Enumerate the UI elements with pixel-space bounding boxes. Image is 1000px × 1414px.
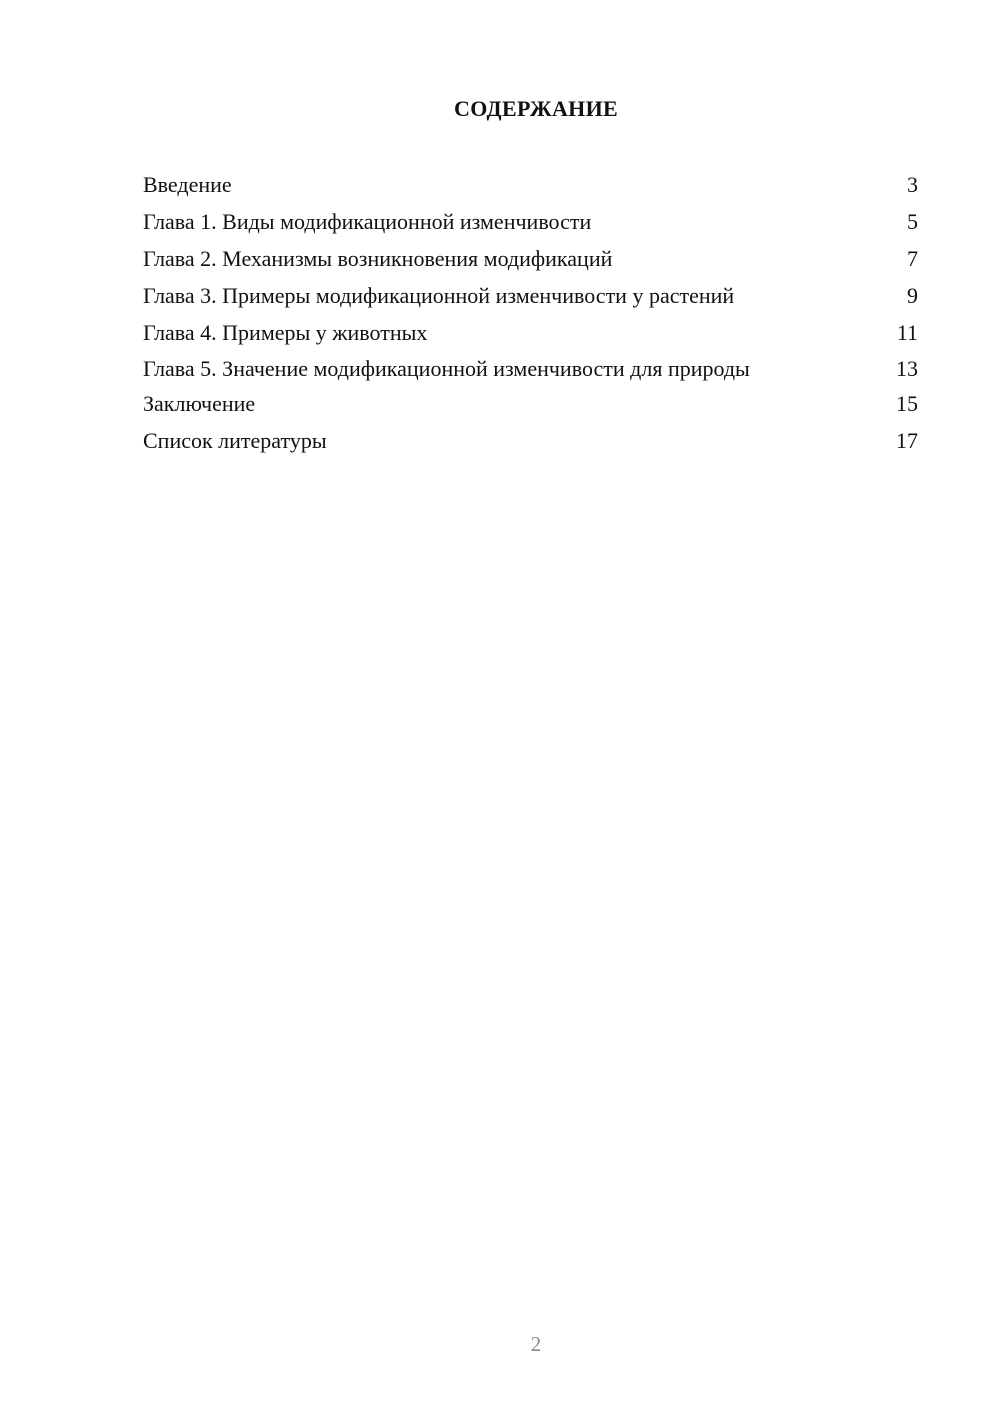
toc-entry-page: 17	[896, 428, 918, 453]
toc-entry-label: Введение	[143, 172, 232, 197]
page-title: СОДЕРЖАНИЕ	[454, 96, 618, 121]
toc-entry-chapter-4[interactable]	[143, 318, 918, 348]
page-number: 2	[530, 1332, 542, 1356]
toc-entry-label: Глава 1. Виды модификационной изменчивости	[143, 209, 592, 234]
toc-entry-label: Список литературы	[143, 428, 327, 453]
toc-entry-label: Глава 4. Примеры у животных	[143, 320, 428, 345]
toc-entry-page: 9	[907, 283, 918, 308]
toc-entry-chapter-3[interactable]	[143, 281, 918, 311]
toc-entry-label: Глава 3. Примеры модификационной изменчивости у растений	[143, 283, 735, 308]
toc-entry-label: Заключение	[143, 391, 256, 416]
toc-entry-label: Глава 2. Механизмы возникновения модификаций	[143, 246, 613, 271]
toc-entry-page: 5	[907, 209, 918, 234]
toc-entry-chapter-2[interactable]	[143, 244, 918, 274]
toc-entry-page: 11	[896, 320, 918, 345]
table-of-contents	[143, 170, 918, 463]
toc-entry-references[interactable]	[143, 426, 918, 456]
toc-entry-page: 13	[896, 356, 918, 381]
toc-entry-page: 15	[896, 391, 918, 416]
toc-entry-label: Глава 5. Значение модификационной изменчивости для природы	[143, 356, 750, 381]
toc-entry-conclusion[interactable]	[143, 389, 918, 419]
toc-entry-chapter-1[interactable]	[143, 207, 918, 237]
toc-entry-page: 7	[907, 246, 918, 271]
toc-entry-introduction[interactable]	[143, 170, 918, 200]
toc-entry-chapter-5[interactable]	[143, 355, 918, 382]
toc-entry-page: 3	[907, 172, 918, 197]
